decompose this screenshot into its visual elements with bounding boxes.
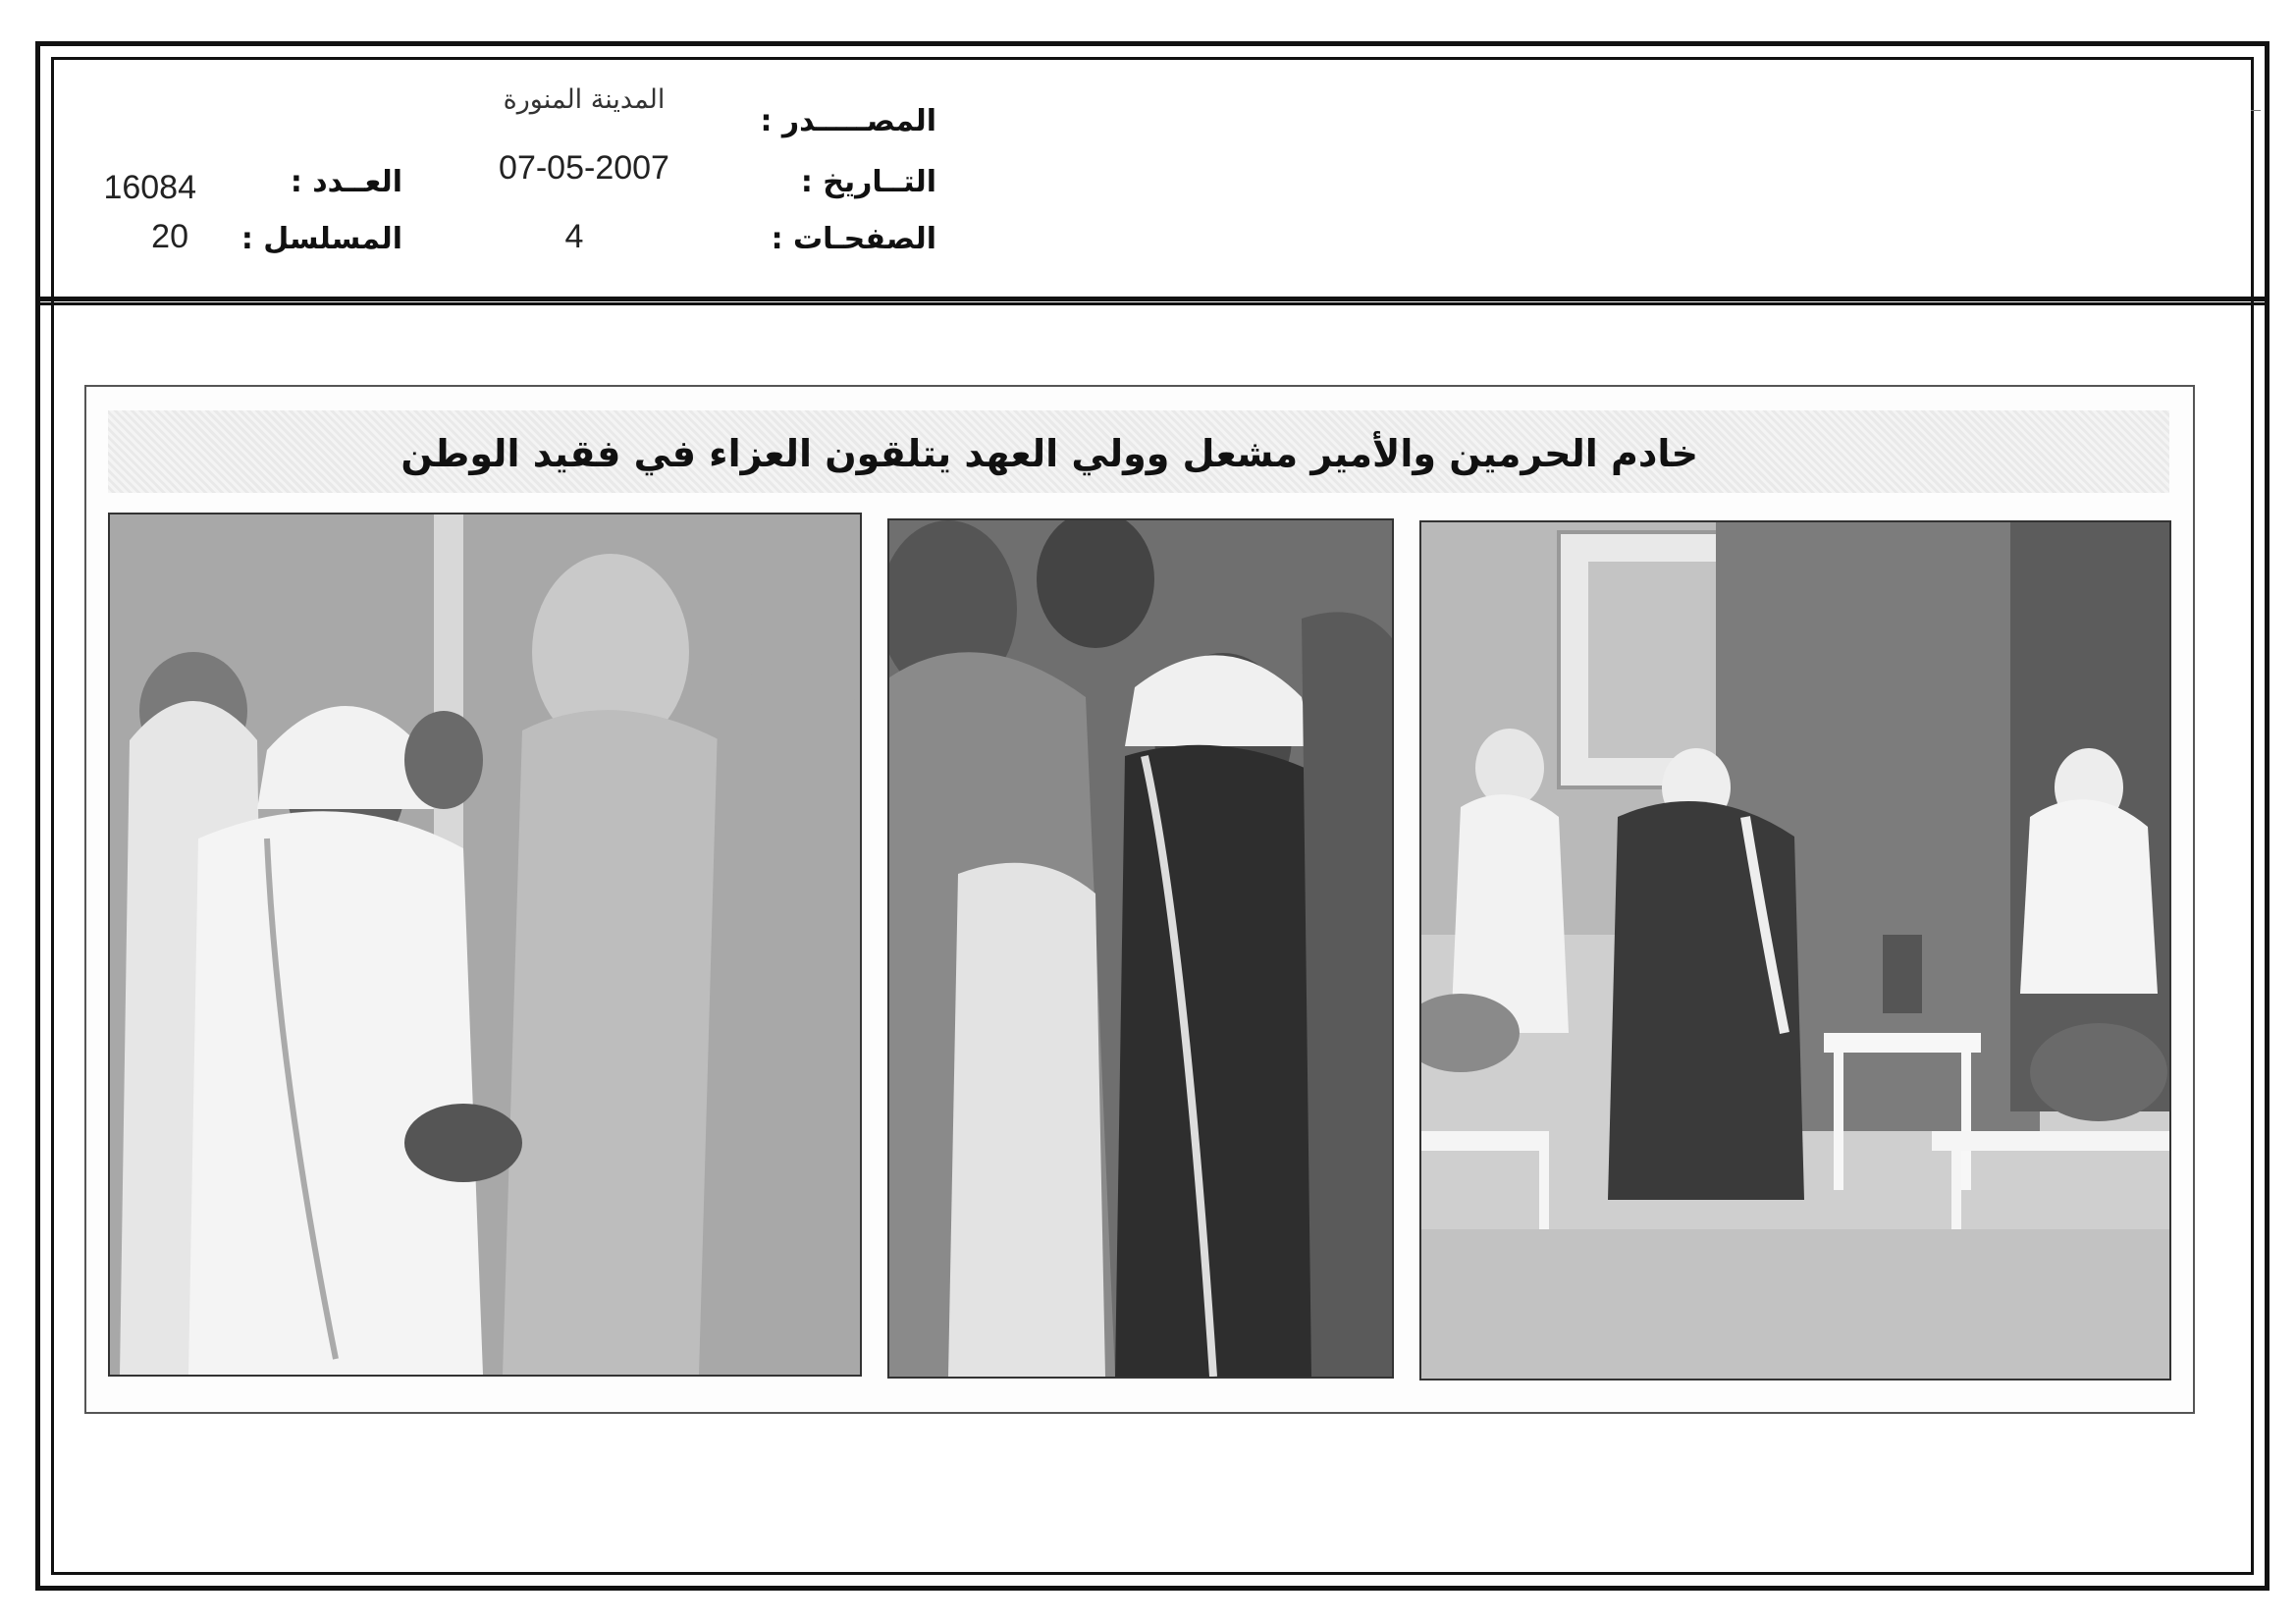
issue-label: العــدد :: [290, 165, 402, 199]
date-label: التــاريخ :: [800, 165, 936, 199]
photo-reception: [1419, 520, 2171, 1380]
serial-label: المسلسل :: [240, 222, 402, 256]
photo-handshake: [108, 513, 862, 1377]
source-label: المصـــــدر :: [760, 104, 936, 138]
serial-value: 20: [151, 218, 188, 255]
margin-mark: [2251, 110, 2261, 111]
pages-label: الصفحـات :: [771, 222, 936, 256]
photo-greeting: [887, 518, 1394, 1379]
article-headline: خادم الحرمين والأمير مشعل وولي العهد يتلقون العزاء في فقيد الوطن: [400, 432, 1698, 475]
issue-value: 16084: [103, 169, 196, 206]
date-value: 07-05-2007: [499, 149, 669, 187]
source-value: المدينة المنورة: [503, 84, 666, 115]
pages-value: 4: [564, 218, 584, 255]
header-separator: [35, 297, 2269, 305]
